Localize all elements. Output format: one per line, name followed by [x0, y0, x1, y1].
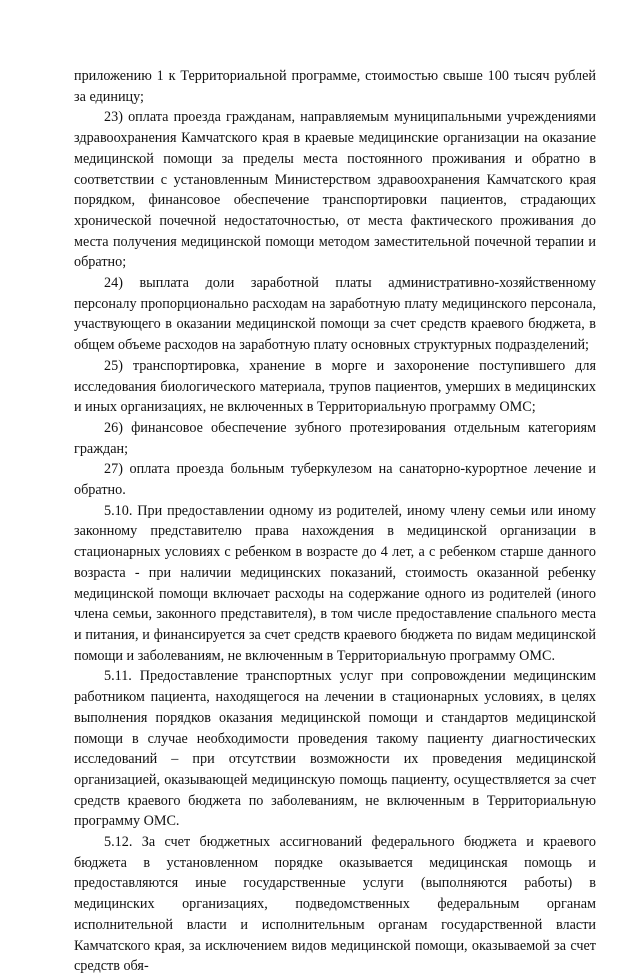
paragraph-item-23: 23) оплата проезда гражданам, направляемым муниципальными учреждениями здравоохранения Камчатского края в краевые медицинские организации на оказание медицинской помощи за пределы места постоянного проживания и обратно в соответствии с установленным Министерством здравоохранения Камчатского края порядком, финансовое обеспечение транспортировки пациентов, страдающих хронической почечной недостаточностью, от места фактического проживания до места получения медицинской помощи методом заместительной почечной терапии и обратно; — [74, 109, 596, 271]
paragraph-item-27: 27) оплата проезда больным туберкулезом на санаторно-курортное лечение и обратно. — [74, 461, 596, 499]
paragraph-section-5-10: 5.10. При предоставлении одному из родителей, иному члену семьи или иному законному представителю права нахождения в медицинской организации в стационарных условиях с ребенком в возрасте до 4 лет, а с ребенком старше данного возраста - при наличии медицинских показаний, стоимость оказанной ребенку медицинской помощи включает расходы на содержание одного из родителей (иного члена семьи, законного представителя), в том числе предоставление спального места и питания, и финансируется за счет средств краевого бюджета по видам медицинской помощи и заболеваниям, не включенным в Территориальную программу ОМС. — [74, 502, 596, 664]
paragraph-item-26: 26) финансовое обеспечение зубного протезирования отдельным категориям граждан; — [74, 419, 596, 457]
paragraph-item-25: 25) транспортировка, хранение в морге и захоронение поступившего для исследования биологического материала, трупов пациентов, умерших в медицинских и иных организациях, не включенных в Территориальную программу ОМС; — [74, 357, 596, 416]
paragraph-section-5-12: 5.12. За счет бюджетных ассигнований федерального бюджета и краевого бюджета в установленном порядке оказывается медицинская помощь и предоставляются иные государственные услуги (выполняются работы) в медицинских организациях, подведомственных федеральным органам исполнительной власти и исполнительным органам государственной власти Камчатского края, за исключением видов медицинской помощи, оказываемой за счет средств обя- — [74, 834, 596, 975]
paragraph-section-5-11: 5.11. Предоставление транспортных услуг при сопровождении медицинским работником пациента, находящегося на лечении в стационарных условиях, в целях выполнения порядков оказания медицинской помощи и стандартов медицинской помощи в случае необходимости проведения такому пациенту диагностических исследований – при отсутствии возможности их проведения медицинской организацией, оказывающей медицинскую помощь пациенту, осуществляется за счет средств краевого бюджета по заболеваниям, не включенным в Территориальную программу ОМС. — [74, 668, 596, 830]
paragraph-item-24: 24) выплата доли заработной платы административно-хозяйственному персоналу пропорционально расходам на заработную плату медицинского персонала, участвующего в оказании медицинской помощи за счет средств краевого бюджета, в общем объеме расходов на заработную плату основных структурных подразделений; — [74, 275, 596, 354]
paragraph-continuation: приложению 1 к Территориальной программе, стоимостью свыше 100 тысяч рублей за единицу; — [74, 68, 596, 105]
